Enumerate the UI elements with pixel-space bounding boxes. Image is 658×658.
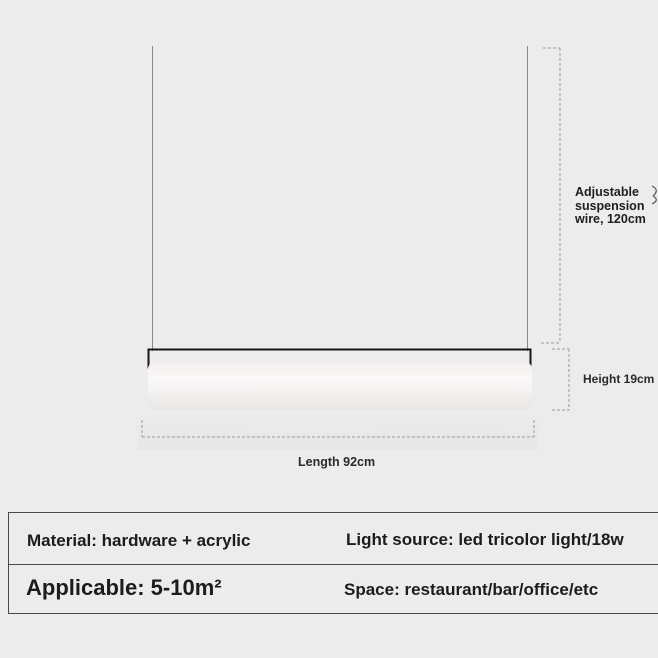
acrylic-tube	[148, 362, 532, 410]
space-spec: Space: restaurant/bar/office/etc	[344, 580, 599, 599]
spec-row	[9, 513, 658, 565]
tube-glow	[138, 410, 538, 450]
wire-dimension-bracket	[541, 48, 560, 343]
spec-row	[9, 564, 658, 613]
height-label: Height 19cm	[583, 372, 655, 386]
length-label: Length 92cm	[298, 455, 376, 469]
arrow-mark-icon	[652, 186, 656, 204]
spec-table	[8, 512, 658, 614]
height-dimension-bracket	[552, 349, 569, 410]
light-source-spec: Light source: led tricolor light/18w	[346, 530, 624, 549]
wire-length-label: Adjustable suspension wire, 120cm	[575, 185, 646, 226]
applicable-area-spec: Applicable: 5-10m²	[26, 575, 222, 600]
material-spec: Material: hardware + acrylic	[27, 531, 251, 550]
